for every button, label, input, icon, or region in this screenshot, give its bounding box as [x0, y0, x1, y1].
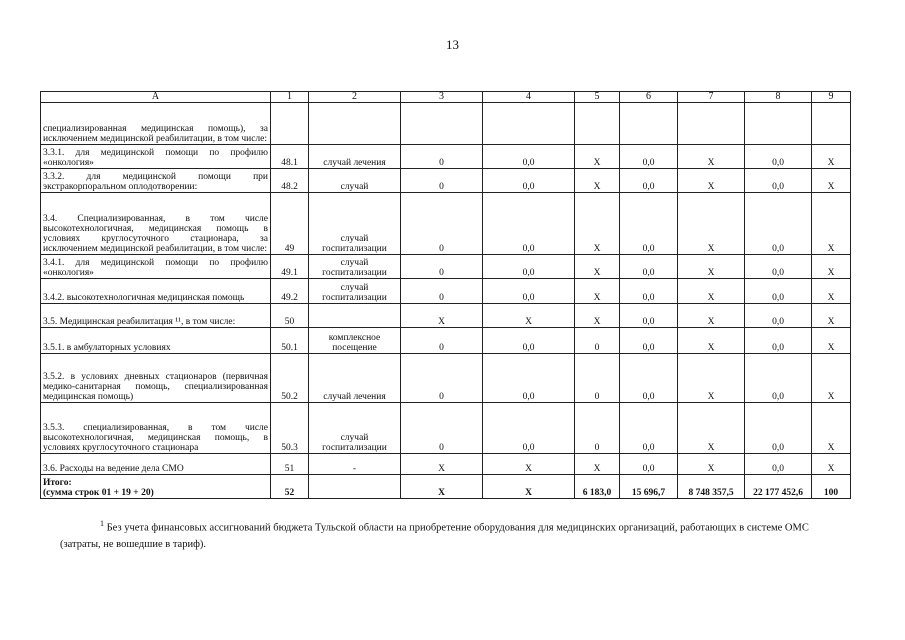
cell [745, 103, 812, 145]
table-row [41, 145, 851, 169]
cell: 0,0 [620, 304, 678, 328]
table-row [41, 193, 851, 255]
row-name: 3.5.1. в амбулаторных условиях [41, 328, 271, 354]
table-row [41, 169, 851, 193]
cell: 0,0 [745, 403, 812, 454]
row-code: 49.1 [271, 255, 309, 279]
cell: 0,0 [483, 279, 575, 304]
cell: 0,0 [483, 403, 575, 454]
cell: X [401, 304, 483, 328]
cell: X [812, 354, 851, 403]
cell: X [575, 454, 620, 475]
header-cell: 5 [575, 92, 620, 103]
cell: 0,0 [620, 354, 678, 403]
row-unit: случай госпитализации [309, 403, 401, 454]
cell: X [812, 169, 851, 193]
cell: 0,0 [483, 193, 575, 255]
cell: 0 [575, 354, 620, 403]
header-cell: 7 [678, 92, 745, 103]
row-code [271, 103, 309, 145]
cell: 15 696,7 [620, 475, 678, 499]
row-unit: случай госпитализации [309, 193, 401, 255]
row-name: 3.5. Медицинская реабилитация ¹¹, в том числе: [41, 304, 271, 328]
cell: X [575, 145, 620, 169]
cell: 0,0 [620, 403, 678, 454]
cell: 0,0 [745, 454, 812, 475]
row-unit: - [309, 454, 401, 475]
cell: X [812, 403, 851, 454]
cell: X [483, 475, 575, 499]
cell: 0,0 [620, 145, 678, 169]
cell: X [812, 328, 851, 354]
cell: X [678, 255, 745, 279]
row-name: 3.3.2. для медицинской помощи при экстракорпоральном оплодотворении: [41, 169, 271, 193]
row-unit: случай госпитализации [309, 279, 401, 304]
table-row [41, 403, 851, 454]
cell: 8 748 357,5 [678, 475, 745, 499]
cell: 0,0 [483, 145, 575, 169]
table-row [41, 255, 851, 279]
row-code: 52 [271, 475, 309, 499]
cell: X [678, 169, 745, 193]
total-name [41, 475, 271, 499]
cell: 0,0 [620, 328, 678, 354]
cell: X [812, 145, 851, 169]
cell: 0,0 [745, 328, 812, 354]
cell: 0 [401, 328, 483, 354]
table-row [41, 279, 851, 304]
row-name: 3.3.1. для медицинской помощи по профилю «онкология» [41, 145, 271, 169]
row-code: 48.2 [271, 169, 309, 193]
cell: 0,0 [483, 354, 575, 403]
cell: 0,0 [483, 169, 575, 193]
cell: X [678, 354, 745, 403]
cell [401, 103, 483, 145]
total-label: Итого: [43, 478, 72, 488]
row-name: 3.4.2. высокотехнологичная медицинская помощь [41, 279, 271, 304]
cell: 0,0 [745, 193, 812, 255]
cell: X [678, 279, 745, 304]
cell: X [678, 403, 745, 454]
page-number: 13 [446, 37, 459, 52]
cell: X [678, 454, 745, 475]
cell: X [678, 193, 745, 255]
cell [678, 103, 745, 145]
row-unit: случай [309, 169, 401, 193]
cell: X [678, 304, 745, 328]
row-unit [309, 103, 401, 145]
row-code: 51 [271, 454, 309, 475]
row-code: 50.2 [271, 354, 309, 403]
header-cell: 2 [309, 92, 401, 103]
row-unit: случай лечения [309, 145, 401, 169]
total-formula: (сумма строк 01 + 19 + 20) [43, 488, 154, 498]
header-cell: 3 [401, 92, 483, 103]
row-name: 3.4. Специализированная, в том числе высокотехнологичная, медицинская помощь в условиях круглосуточного стационара, за исключением медицинской реабилитации, в том числе: [41, 193, 271, 255]
row-code: 50.3 [271, 403, 309, 454]
table-row [41, 328, 851, 354]
cell: 0 [401, 193, 483, 255]
table-row [41, 304, 851, 328]
cell: X [812, 304, 851, 328]
cell: X [401, 475, 483, 499]
cell [575, 103, 620, 145]
header-cell: 4 [483, 92, 575, 103]
cell: 0,0 [483, 328, 575, 354]
cell: X [812, 193, 851, 255]
cell: 0,0 [745, 255, 812, 279]
row-code: 50 [271, 304, 309, 328]
row-name: 3.5.2. в условиях дневных стационаров (первичная медико-санитарная помощь, специализированная медицинская помощь) [41, 354, 271, 403]
footnote [60, 516, 850, 553]
cell: 0 [575, 403, 620, 454]
cell: X [483, 304, 575, 328]
cell: X [575, 255, 620, 279]
cell: X [812, 255, 851, 279]
row-name: 3.4.1. для медицинской помощи по профилю «онкология» [41, 255, 271, 279]
row-code: 50.1 [271, 328, 309, 354]
cell: 0 [401, 403, 483, 454]
header-cell: 1 [271, 92, 309, 103]
cell: 22 177 452,6 [745, 475, 812, 499]
cell: 0,0 [620, 169, 678, 193]
footnote-marker: 1 [100, 519, 104, 528]
cell: 0 [401, 255, 483, 279]
row-unit: комплексное посещение [309, 328, 401, 354]
table-row [41, 354, 851, 403]
cell: X [678, 145, 745, 169]
row-code: 49 [271, 193, 309, 255]
table-row [41, 103, 851, 145]
header-cell: 6 [620, 92, 678, 103]
cell: 0 [401, 354, 483, 403]
cell: 0,0 [745, 354, 812, 403]
cell: 6 183,0 [575, 475, 620, 499]
cell: 0 [575, 328, 620, 354]
cell: X [575, 304, 620, 328]
cell: 0,0 [620, 255, 678, 279]
cell [620, 103, 678, 145]
cell: 0,0 [483, 255, 575, 279]
table-row [41, 454, 851, 475]
cell: 0 [401, 169, 483, 193]
footnote-text: Без учета финансовых ассигнований бюджета Тульской области на приобретение оборудования для медицинских организаций, работающих в системе ОМС (затраты, не вошедшие в тариф). [60, 522, 809, 550]
cell: 0 [401, 145, 483, 169]
header-cell: 8 [745, 92, 812, 103]
row-code: 49.2 [271, 279, 309, 304]
cell: 0,0 [745, 145, 812, 169]
cell: X [812, 279, 851, 304]
total-row [41, 475, 851, 499]
cell [483, 103, 575, 145]
cell: X [678, 328, 745, 354]
cell: X [483, 454, 575, 475]
row-unit [309, 475, 401, 499]
cell: 0,0 [745, 279, 812, 304]
cell: 100 [812, 475, 851, 499]
row-unit [309, 304, 401, 328]
cell: X [575, 279, 620, 304]
header-row [41, 92, 851, 103]
finance-table [40, 91, 851, 499]
cell: 0,0 [620, 193, 678, 255]
cell: 0,0 [745, 304, 812, 328]
cell: 0,0 [745, 169, 812, 193]
cell: 0,0 [620, 454, 678, 475]
header-cell: А [41, 92, 271, 103]
row-unit: случай госпитализации [309, 255, 401, 279]
cell: X [575, 169, 620, 193]
cell [812, 103, 851, 145]
cell: X [401, 454, 483, 475]
row-name: специализированная медицинская помощь), за исключением медицинской реабилитации, в том числе: [41, 103, 271, 145]
row-code: 48.1 [271, 145, 309, 169]
row-name: 3.6. Расходы на ведение дела СМО [41, 454, 271, 475]
row-name: 3.5.3. специализированная, в том числе высокотехнологичная, медицинская помощь, в условиях круглосуточного стационара [41, 403, 271, 454]
cell: 0 [401, 279, 483, 304]
row-unit: случай лечения [309, 354, 401, 403]
cell: X [812, 454, 851, 475]
header-cell: 9 [812, 92, 851, 103]
cell: X [575, 193, 620, 255]
cell: 0,0 [620, 279, 678, 304]
